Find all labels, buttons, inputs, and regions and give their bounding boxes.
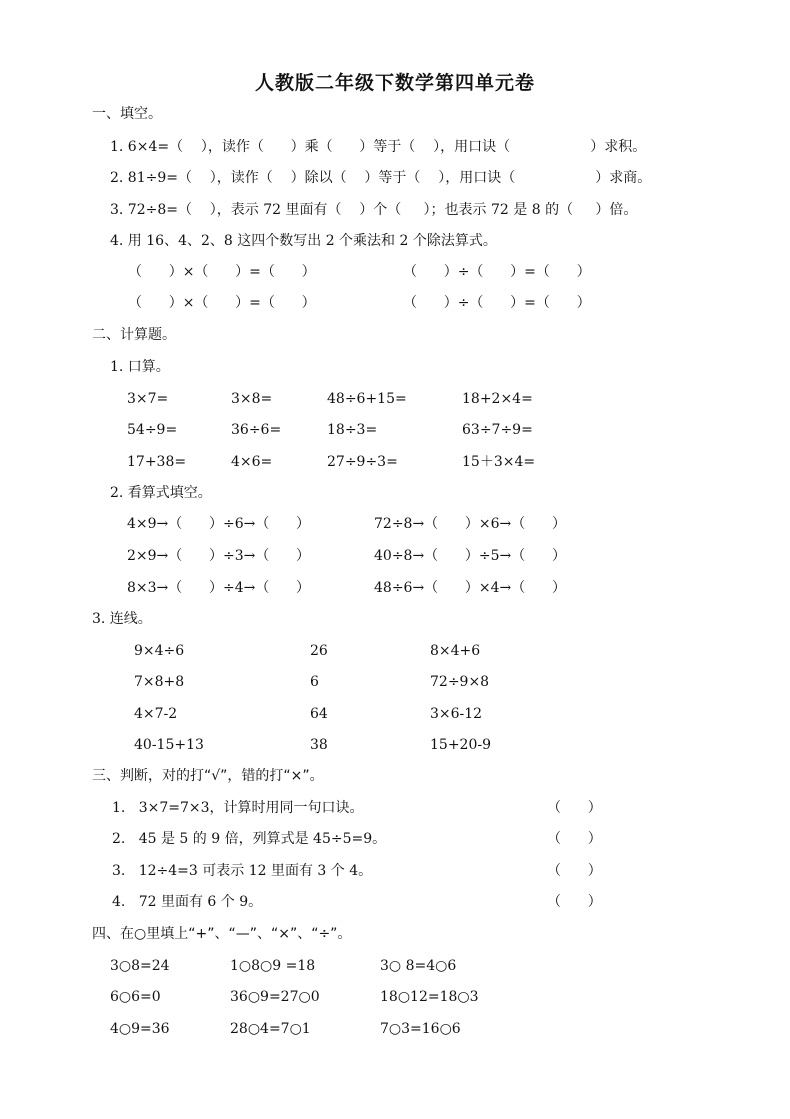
match-middle: 64 [310,706,328,722]
chain-calc-heading: 2. 看算式填空。 [110,485,212,501]
oral-problem: 4×6= [231,454,273,470]
section-2-heading: 二、计算题。 [92,327,176,343]
match-right: 72÷9×8 [430,674,490,690]
judge-item: 2. 45 是 5 的 9 倍，列算式是 45÷5=9。 [112,831,387,847]
match-left: 4×7-2 [134,706,178,722]
oral-problem: 3×7= [127,391,169,407]
judge-item: 3. 12÷4=3 可表示 12 里面有 3 个 4。 [112,863,373,879]
equation-row-1-multiply: （ ）×（ ）=（ ） [128,264,316,280]
match-middle: 6 [310,674,319,690]
operator-problem: 1○8○9 =18 [230,958,316,974]
operator-problem: 7○3=16○6 [380,1021,461,1037]
match-right: 3×6-12 [430,706,483,722]
chain-problem: 2×9→（ ）÷3→（ ） [127,548,311,564]
judge-bracket: （ ） [547,894,602,910]
judge-bracket: （ ） [547,831,602,847]
operator-problem: 18○12=18○3 [380,989,479,1005]
page-title: 人教版二年级下数学第四单元卷 [254,72,535,94]
chain-problem: 4×9→（ ）÷6→（ ） [127,516,311,532]
judge-bracket: （ ） [547,800,602,816]
match-right: 15+20-9 [430,737,491,753]
oral-problem: 54÷9= [127,422,178,438]
chain-problem: 48÷6→（ ）×4→（ ） [374,580,566,596]
oral-problem: 36÷6= [231,422,282,438]
section-1-heading: 一、填空。 [92,106,162,122]
operator-problem: 3○8=24 [110,958,170,974]
match-right: 8×4+6 [430,643,481,659]
oral-problem: 3×8= [231,391,273,407]
match-left: 40-15+13 [134,737,204,753]
operator-problem: 6○6=0 [110,989,161,1005]
oral-problem: 17+38= [127,454,187,470]
operator-problem: 3○ 8=4○6 [380,958,457,974]
operator-problem: 28○4=7○1 [230,1021,311,1037]
fill-question-1: 1. 6×4=（ ），读作（ ）乘（ ）等于（ ），用口诀（ ）求积。 [110,139,647,155]
chain-problem: 40÷8→（ ）÷5→（ ） [374,548,566,564]
judge-item: 1. 3×7=7×3，计算时用同一句口诀。 [112,800,364,816]
matching-heading: 3. 连线。 [92,611,152,627]
judge-item: 4. 72 里面有 6 个 9。 [112,894,263,910]
equation-row-2-multiply: （ ）×（ ）=（ ） [128,295,316,311]
equation-row-2-divide: （ ）÷（ ）=（ ） [403,295,591,311]
section-4-heading: 四、在○里填上“+”、“—”、“×”、“÷”。 [92,926,352,942]
match-left: 7×8+8 [134,674,185,690]
oral-problem: 48÷6+15= [327,391,407,407]
oral-problem: 18+2×4= [462,391,533,407]
oral-problem: 15＋3×4= [462,454,536,470]
oral-problem: 18÷3= [327,422,378,438]
oral-problem: 27÷9÷3= [327,454,398,470]
operator-problem: 36○9=27○0 [230,989,320,1005]
fill-question-3: 3. 72÷8=（ ），表示 72 里面有（ ）个（ ）；也表示 72 是 8 的（ ）倍。 [110,202,638,218]
match-middle: 38 [310,737,328,753]
chain-problem: 72÷8→（ ）×6→（ ） [374,516,566,532]
match-left: 9×4÷6 [134,643,185,659]
section-3-heading: 三、判断，对的打“√”，错的打“×”。 [92,768,324,784]
equation-row-1-divide: （ ）÷（ ）=（ ） [403,264,591,280]
oral-problem: 63÷7÷9= [462,422,533,438]
match-middle: 26 [310,643,328,659]
oral-calc-heading: 1. 口算。 [110,359,170,375]
judge-bracket: （ ） [547,863,602,879]
fill-question-2: 2. 81÷9=（ ），读作（ ）除以（ ）等于（ ），用口诀（ ）求商。 [110,170,652,186]
chain-problem: 8×3→（ ）÷4→（ ） [127,580,311,596]
fill-question-4: 4. 用 16、4、2、8 这四个数写出 2 个乘法和 2 个除法算式。 [110,233,497,249]
operator-problem: 4○9=36 [110,1021,170,1037]
